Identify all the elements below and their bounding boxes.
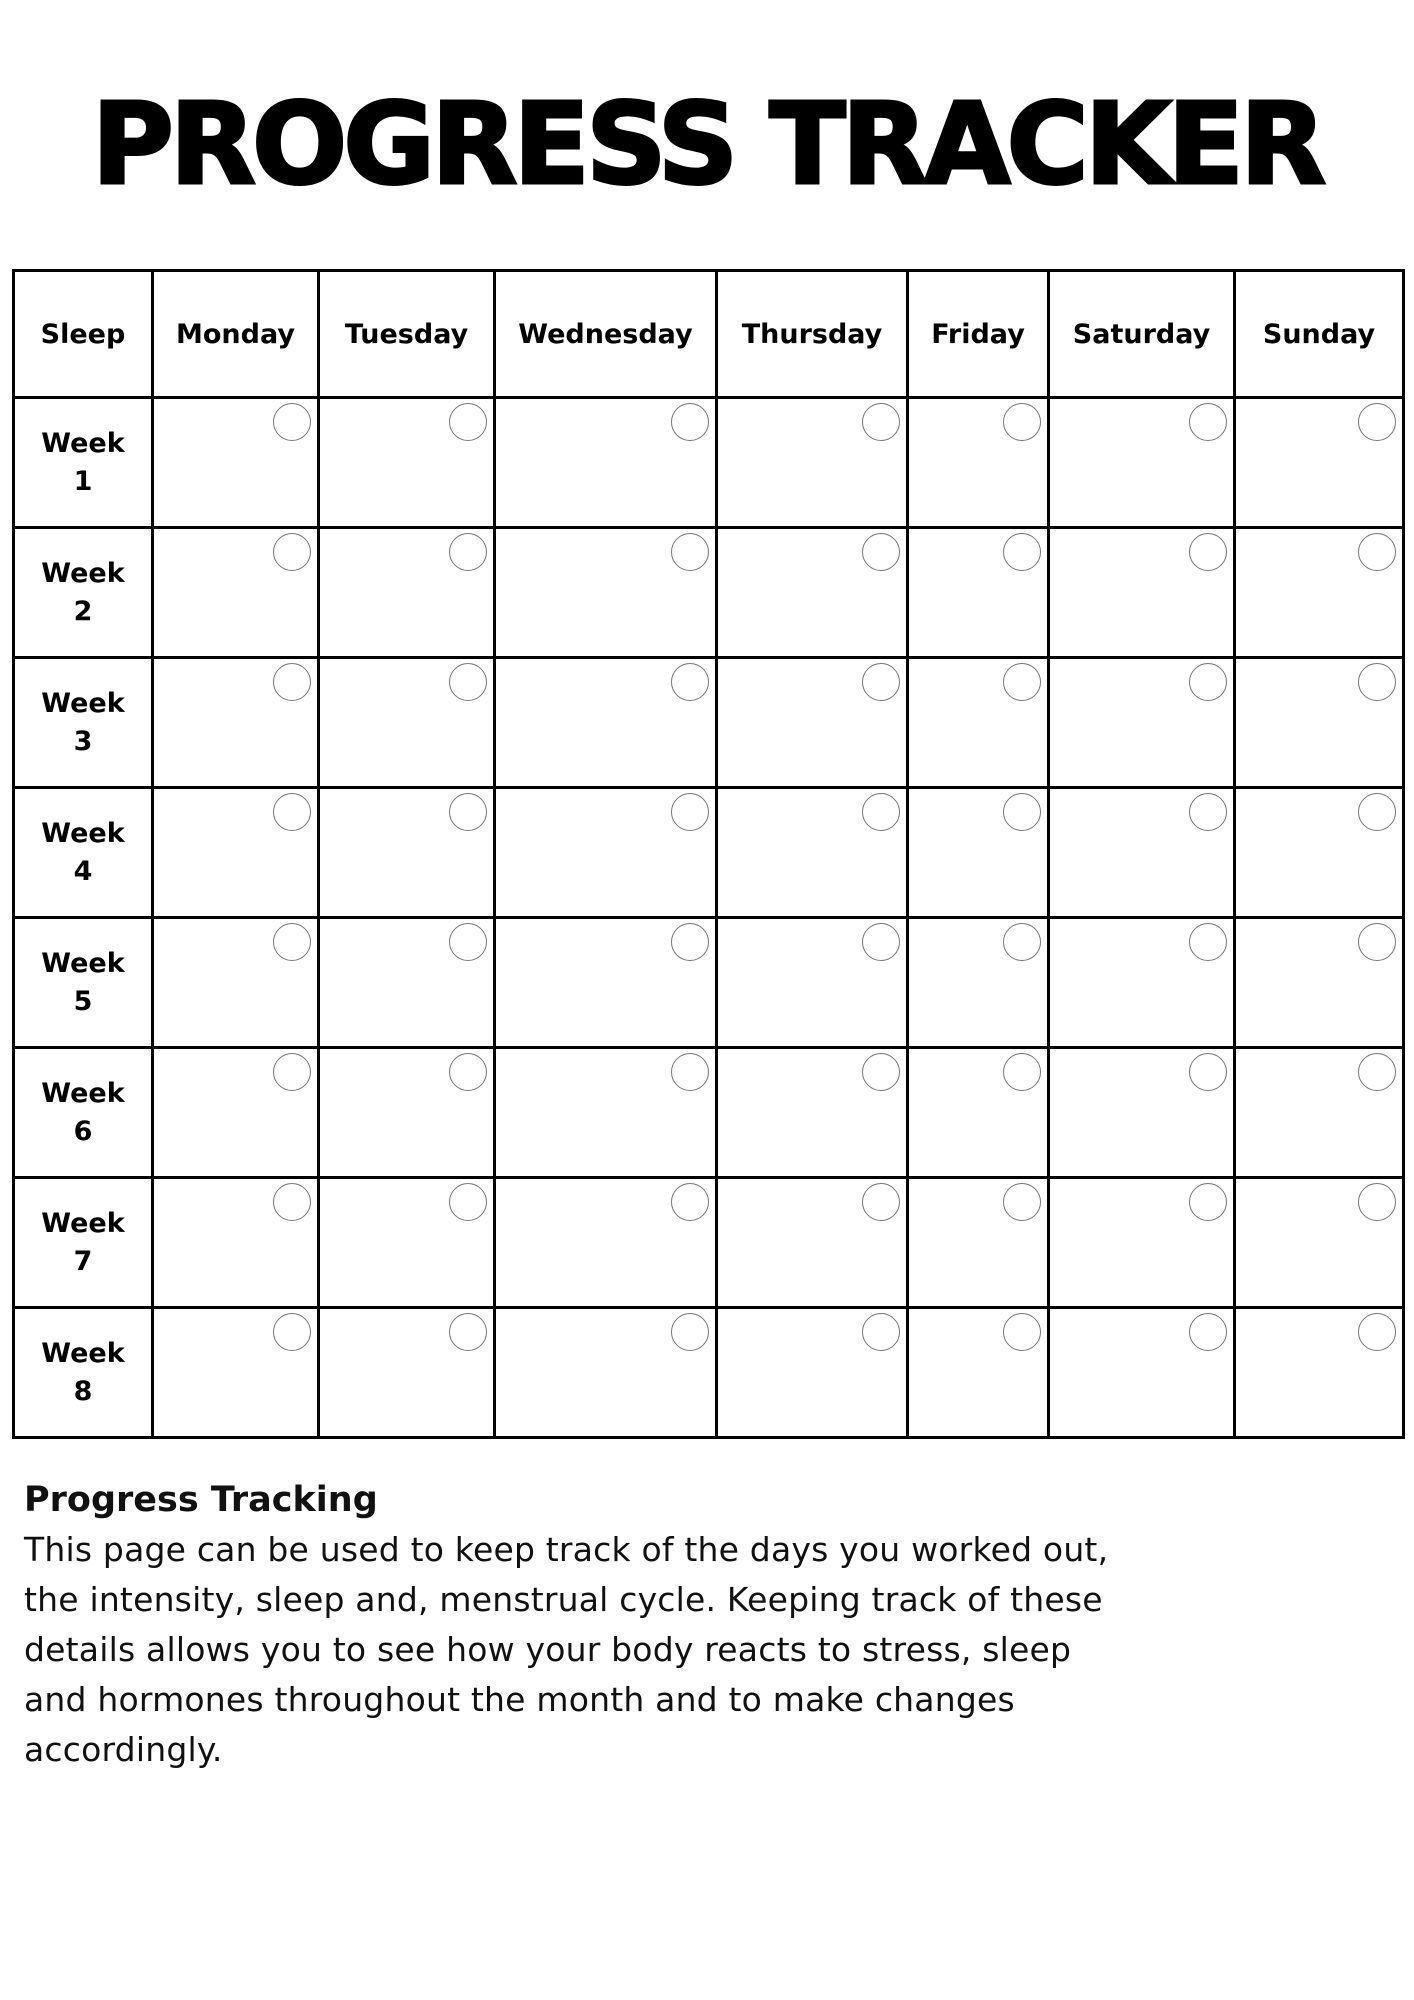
circle-checkbox-icon[interactable] (273, 793, 311, 831)
tracker-cell[interactable] (495, 1048, 717, 1178)
tracker-cell[interactable] (319, 528, 495, 658)
week-number: 2 (73, 595, 93, 627)
tracker-cell[interactable] (1049, 528, 1235, 658)
week-number: 8 (73, 1375, 93, 1407)
tracker-cell[interactable] (1049, 1178, 1235, 1308)
circle-checkbox-icon[interactable] (862, 403, 900, 441)
tracker-cell[interactable] (1235, 528, 1404, 658)
tracker-cell[interactable] (717, 398, 908, 528)
tracker-cell[interactable] (153, 1048, 319, 1178)
circle-checkbox-icon[interactable] (1189, 1053, 1227, 1091)
tracker-cell[interactable] (908, 1308, 1049, 1438)
tracker-cell[interactable] (1235, 1308, 1404, 1438)
circle-checkbox-icon[interactable] (1189, 663, 1227, 701)
week-number: 6 (73, 1115, 93, 1147)
tracker-cell[interactable] (1049, 1308, 1235, 1438)
tracker-cell[interactable] (319, 1048, 495, 1178)
tracker-cell[interactable] (495, 528, 717, 658)
week-label-text: Week (41, 1337, 125, 1369)
circle-checkbox-icon[interactable] (1358, 923, 1396, 961)
circle-checkbox-icon[interactable] (1358, 1053, 1396, 1091)
circle-checkbox-icon[interactable] (671, 793, 709, 831)
tracker-cell[interactable] (908, 918, 1049, 1048)
tracker-cell[interactable] (1049, 1048, 1235, 1178)
circle-checkbox-icon[interactable] (273, 663, 311, 701)
day-header: Tuesday (319, 271, 495, 398)
tracker-cell[interactable] (717, 658, 908, 788)
tracker-cell[interactable] (153, 788, 319, 918)
circle-checkbox-icon[interactable] (1358, 1183, 1396, 1221)
circle-checkbox-icon[interactable] (1358, 1313, 1396, 1351)
tracker-cell[interactable] (1235, 788, 1404, 918)
circle-checkbox-icon[interactable] (1358, 793, 1396, 831)
circle-checkbox-icon[interactable] (273, 1053, 311, 1091)
day-header: Sunday (1235, 271, 1404, 398)
circle-checkbox-icon[interactable] (862, 1053, 900, 1091)
tracker-cell[interactable] (319, 918, 495, 1048)
week-label (14, 398, 153, 528)
circle-checkbox-icon[interactable] (449, 793, 487, 831)
circle-checkbox-icon[interactable] (862, 923, 900, 961)
circle-checkbox-icon[interactable] (1003, 1183, 1041, 1221)
circle-checkbox-icon[interactable] (671, 1313, 709, 1351)
circle-checkbox-icon[interactable] (1003, 663, 1041, 701)
week-number: 5 (73, 985, 93, 1017)
circle-checkbox-icon[interactable] (273, 1313, 311, 1351)
week-label-text: Week (41, 1207, 125, 1239)
circle-checkbox-icon[interactable] (671, 1053, 709, 1091)
tracker-cell[interactable] (717, 1048, 908, 1178)
week-label (14, 1308, 153, 1438)
week-label-text: Week (41, 557, 125, 589)
day-header: Thursday (717, 271, 908, 398)
notes-heading: Progress Tracking (24, 1480, 378, 1520)
tracker-cell[interactable] (495, 1178, 717, 1308)
week-label (14, 1048, 153, 1178)
tracker-cell[interactable] (1049, 398, 1235, 528)
week-number: 3 (73, 725, 93, 757)
tracker-cell[interactable] (717, 528, 908, 658)
tracker-cell[interactable] (908, 658, 1049, 788)
circle-checkbox-icon[interactable] (449, 1053, 487, 1091)
circle-checkbox-icon[interactable] (1003, 793, 1041, 831)
page-title: PROGRESS TRACKER (91, 80, 1323, 210)
week-row (14, 1178, 1404, 1308)
circle-checkbox-icon[interactable] (449, 533, 487, 571)
circle-checkbox-icon[interactable] (1189, 793, 1227, 831)
week-label (14, 658, 153, 788)
circle-checkbox-icon[interactable] (1189, 1313, 1227, 1351)
circle-checkbox-icon[interactable] (1003, 403, 1041, 441)
tracker-cell[interactable] (495, 918, 717, 1048)
tracker-cell[interactable] (908, 398, 1049, 528)
tracker-cell[interactable] (319, 1178, 495, 1308)
tracker-cell[interactable] (908, 788, 1049, 918)
week-row (14, 918, 1404, 1048)
circle-checkbox-icon[interactable] (862, 663, 900, 701)
week-label-text: Week (41, 687, 125, 719)
circle-checkbox-icon[interactable] (273, 403, 311, 441)
week-row (14, 788, 1404, 918)
tracker-cell[interactable] (717, 1178, 908, 1308)
circle-checkbox-icon[interactable] (449, 1313, 487, 1351)
circle-checkbox-icon[interactable] (449, 923, 487, 961)
week-row (14, 658, 1404, 788)
circle-checkbox-icon[interactable] (1003, 533, 1041, 571)
tracker-cell[interactable] (495, 1308, 717, 1438)
circle-checkbox-icon[interactable] (1358, 533, 1396, 571)
week-number: 7 (73, 1245, 93, 1277)
circle-checkbox-icon[interactable] (273, 923, 311, 961)
circle-checkbox-icon[interactable] (862, 1183, 900, 1221)
circle-checkbox-icon[interactable] (862, 533, 900, 571)
tracker-cell[interactable] (319, 1308, 495, 1438)
week-label (14, 1178, 153, 1308)
week-label (14, 788, 153, 918)
day-header: Saturday (1049, 271, 1235, 398)
circle-checkbox-icon[interactable] (1189, 533, 1227, 571)
tracker-cell[interactable] (319, 398, 495, 528)
tracker-cell[interactable] (908, 528, 1049, 658)
tracker-cell[interactable] (153, 658, 319, 788)
circle-checkbox-icon[interactable] (1189, 923, 1227, 961)
tracker-cell[interactable] (495, 398, 717, 528)
week-number: 1 (73, 465, 93, 497)
week-label-text: Week (41, 947, 125, 979)
circle-checkbox-icon[interactable] (449, 403, 487, 441)
circle-checkbox-icon[interactable] (1189, 403, 1227, 441)
week-row (14, 1308, 1404, 1438)
day-header: Monday (153, 271, 319, 398)
week-label-text: Week (41, 427, 125, 459)
tracker-cell[interactable] (495, 658, 717, 788)
tracker-cell[interactable] (1049, 788, 1235, 918)
tracker-cell[interactable] (717, 788, 908, 918)
week-label (14, 918, 153, 1048)
tracker-cell[interactable] (1235, 1048, 1404, 1178)
week-label (14, 528, 153, 658)
tracker-cell[interactable] (153, 1178, 319, 1308)
circle-checkbox-icon[interactable] (1003, 923, 1041, 961)
circle-checkbox-icon[interactable] (862, 793, 900, 831)
circle-checkbox-icon[interactable] (1189, 1183, 1227, 1221)
circle-checkbox-icon[interactable] (1358, 663, 1396, 701)
circle-checkbox-icon[interactable] (273, 1183, 311, 1221)
week-row (14, 1048, 1404, 1178)
tracker-cell[interactable] (153, 528, 319, 658)
tracker-cell[interactable] (1049, 918, 1235, 1048)
notes-section (24, 1475, 1134, 1775)
week-label-text: Week (41, 817, 125, 849)
circle-checkbox-icon[interactable] (671, 533, 709, 571)
tracker-cell[interactable] (1049, 658, 1235, 788)
tracker-cell[interactable] (1235, 658, 1404, 788)
circle-checkbox-icon[interactable] (671, 923, 709, 961)
tracker-cell[interactable] (153, 1308, 319, 1438)
tracker-cell[interactable] (717, 1308, 908, 1438)
circle-checkbox-icon[interactable] (1003, 1313, 1041, 1351)
tracker-cell[interactable] (908, 1048, 1049, 1178)
circle-checkbox-icon[interactable] (862, 1313, 900, 1351)
circle-checkbox-icon[interactable] (1358, 403, 1396, 441)
circle-checkbox-icon[interactable] (449, 663, 487, 701)
tracker-cell[interactable] (153, 398, 319, 528)
circle-checkbox-icon[interactable] (1003, 1053, 1041, 1091)
circle-checkbox-icon[interactable] (671, 403, 709, 441)
tracker-cell[interactable] (1235, 918, 1404, 1048)
tracker-cell[interactable] (153, 918, 319, 1048)
circle-checkbox-icon[interactable] (273, 533, 311, 571)
header-row (14, 271, 1404, 398)
day-header: Friday (908, 271, 1049, 398)
day-header: Wednesday (495, 271, 717, 398)
progress-table (12, 269, 1405, 1439)
tracker-cell[interactable] (908, 1178, 1049, 1308)
tracker-cell[interactable] (1235, 398, 1404, 528)
circle-checkbox-icon[interactable] (671, 663, 709, 701)
tracker-cell[interactable] (319, 788, 495, 918)
tracker-cell[interactable] (1235, 1178, 1404, 1308)
week-row (14, 398, 1404, 528)
notes-body: This page can be used to keep track of the days you worked out, the intensity, sleep and, menstrual cycle. Keeping track of these details allows you to see how your body reacts to stress, sleep and hormones throughout the month and to make changes accordingly. (24, 1530, 1109, 1769)
tracker-cell[interactable] (717, 918, 908, 1048)
tracker-cell[interactable] (495, 788, 717, 918)
week-row (14, 528, 1404, 658)
circle-checkbox-icon[interactable] (449, 1183, 487, 1221)
week-label-text: Week (41, 1077, 125, 1109)
week-number: 4 (73, 855, 93, 887)
corner-header: Sleep (14, 271, 153, 398)
tracker-cell[interactable] (319, 658, 495, 788)
circle-checkbox-icon[interactable] (671, 1183, 709, 1221)
